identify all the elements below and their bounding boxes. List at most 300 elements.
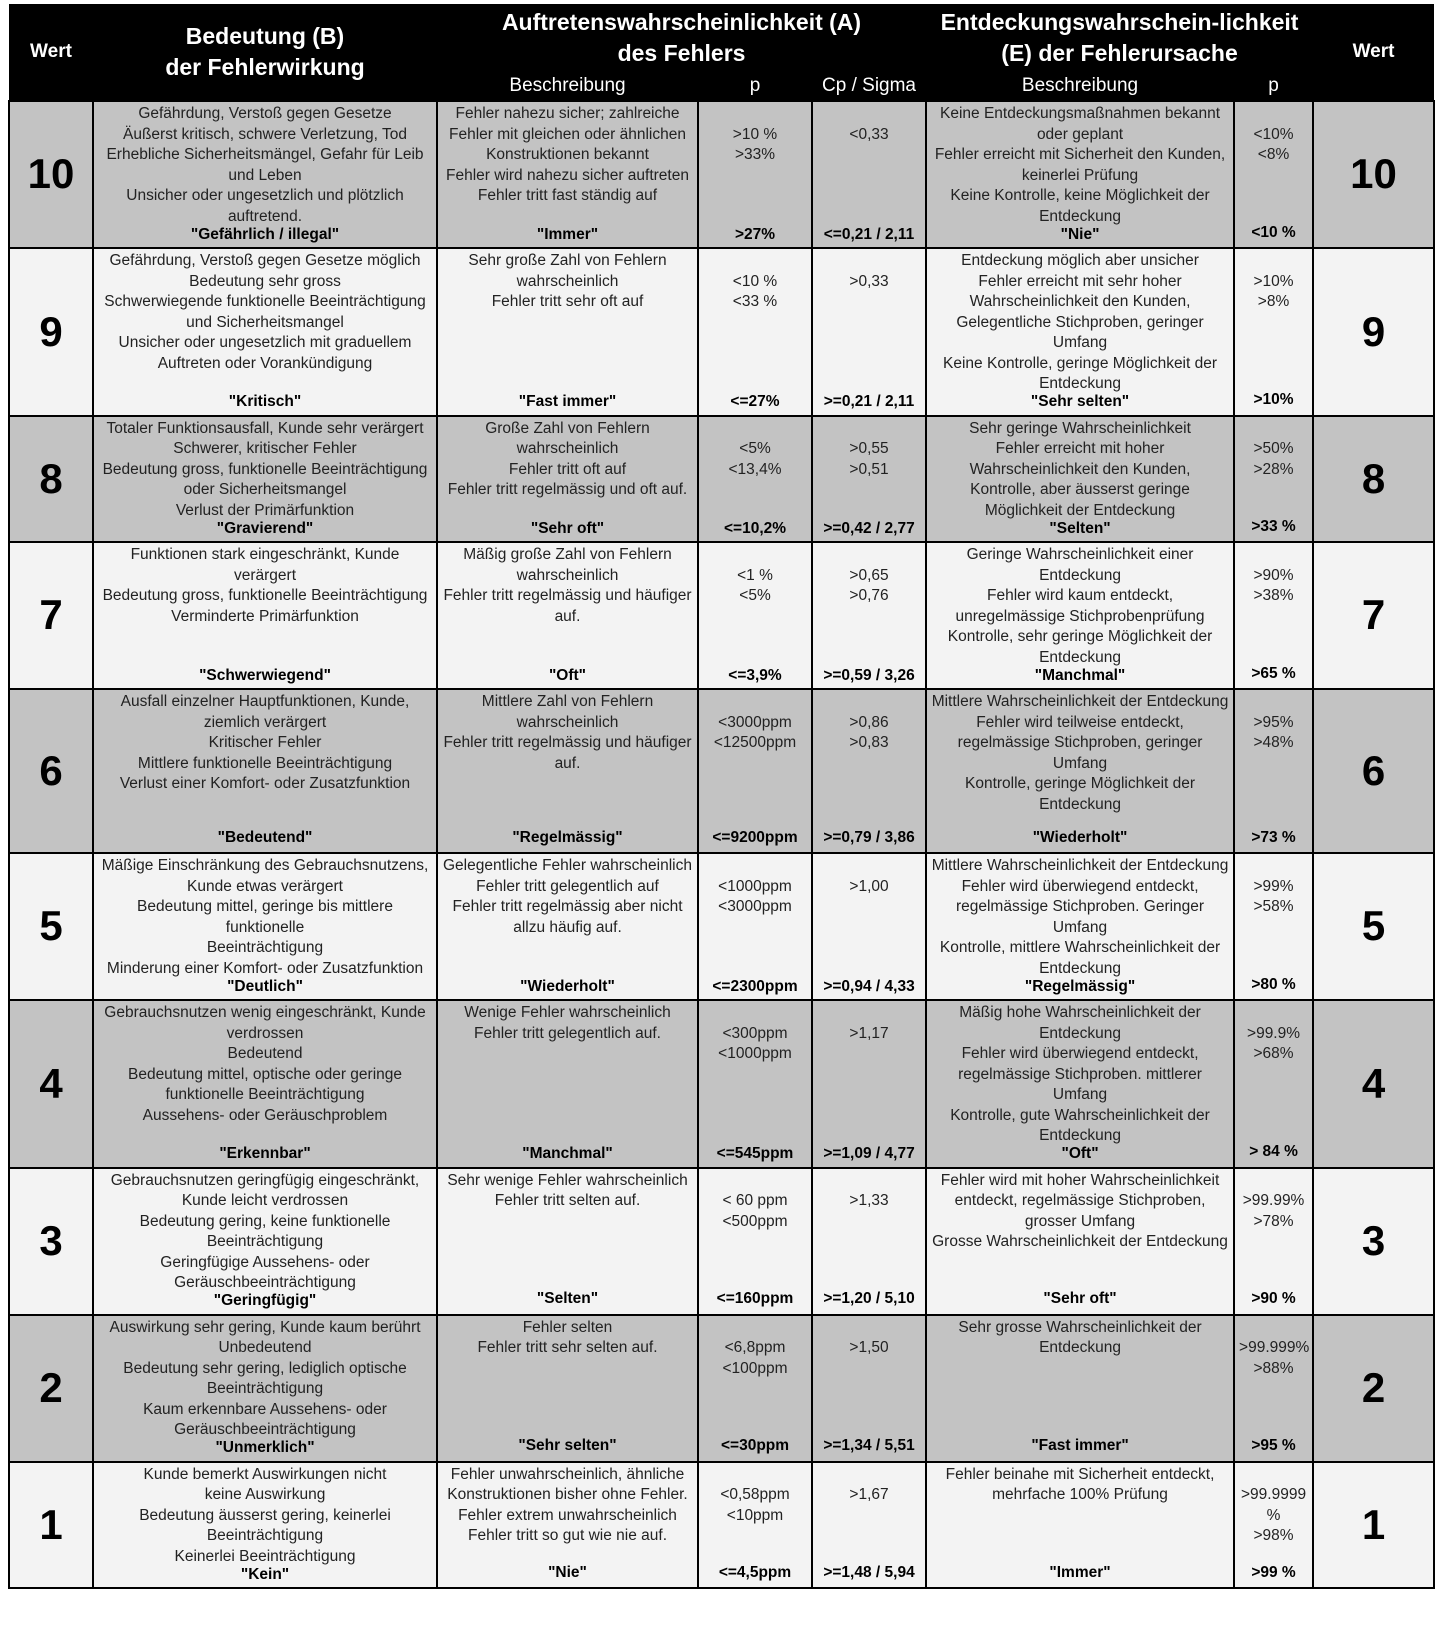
auftreten-description-cell <box>437 542 698 689</box>
entdeckung-description-cell-line: oder geplant <box>1036 125 1124 143</box>
bedeutung-cell-line: Bedeutung sehr gross <box>189 272 341 290</box>
entdeckung-p-cell-line: <10% <box>1253 125 1294 143</box>
entdeckung-p-cell-rating-label: >95 % <box>1251 1437 1296 1454</box>
bedeutung-cell-content <box>94 249 436 415</box>
auftreten-description-cell-line: Wenige Fehler wahrscheinlich <box>464 1004 671 1021</box>
entdeckung-description-cell-line: Fehler wird mit hoher Wahrscheinlichkeit <box>940 1171 1220 1189</box>
auftreten-cp-sigma-cell-line <box>817 545 921 566</box>
entdeckung-description-cell <box>926 416 1234 543</box>
bedeutung-cell-line: Auswirkung sehr gering, Kunde kaum berührt <box>109 1318 421 1336</box>
entdeckung-p-cell-line <box>1239 419 1308 440</box>
entdeckung-description-cell <box>926 1315 1234 1462</box>
entdeckung-p-cell-line <box>1239 856 1308 877</box>
auftreten-cp-sigma-cell <box>812 1168 926 1315</box>
auftreten-cp-sigma-cell-rating-label: >=0,79 / 3,86 <box>823 828 915 846</box>
bedeutung-cell-rating-label: "Schwerwiegend" <box>199 666 331 684</box>
auftreten-cp-sigma-cell-rating-label: >=1,48 / 5,94 <box>823 1563 915 1581</box>
entdeckung-description-cell-line: Fehler erreicht mit Sicherheit den Kunden, <box>934 146 1226 163</box>
subheader-a-p: p <box>698 72 812 101</box>
entdeckung-description-cell <box>926 689 1234 853</box>
entdeckung-p-cell-line: >95% <box>1253 713 1294 731</box>
auftreten-description-cell-content <box>438 1001 697 1167</box>
table-row <box>9 542 1434 689</box>
auftreten-description-cell <box>437 1315 698 1462</box>
bedeutung-cell-line: Verminderte Primärfunktion <box>171 607 359 625</box>
entdeckung-p-cell-line: >99.9999 <box>1240 1486 1307 1503</box>
entdeckung-p-cell-line <box>1239 104 1308 125</box>
auftreten-cp-sigma-cell-content <box>813 1169 925 1312</box>
auftreten-description-cell-content <box>438 543 697 688</box>
auftreten-cp-sigma-cell-content <box>813 417 925 542</box>
entdeckung-description-cell-line: Mäßig hohe Wahrscheinlichkeit der <box>959 1004 1201 1021</box>
table-row <box>9 1168 1434 1315</box>
entdeckung-description-cell <box>926 1000 1234 1168</box>
entdeckung-p-cell-line: >99% <box>1253 877 1294 895</box>
bedeutung-cell-rating-label: "Kritisch" <box>228 393 302 410</box>
entdeckung-p-cell-line: >28% <box>1253 460 1294 478</box>
wert-left: 10 <box>9 101 93 248</box>
auftreten-p-cell <box>698 416 812 543</box>
auftreten-cp-sigma-cell-rating-label: >=0,21 / 2,11 <box>823 393 915 410</box>
entdeckung-description-cell-line: Fehler beinahe mit Sicherheit entdeckt, <box>945 1465 1215 1483</box>
auftreten-p-cell-rating-label: <=9200ppm <box>712 828 798 846</box>
auftreten-description-cell-line: Sehr wenige Fehler wahrscheinlich <box>447 1171 688 1189</box>
auftreten-p-cell-line <box>703 1003 807 1024</box>
entdeckung-description-cell-line: Keine Kontrolle, keine Möglichkeit der <box>950 187 1210 204</box>
entdeckung-p-cell <box>1234 248 1313 416</box>
wert-right: 3 <box>1313 1168 1434 1315</box>
bedeutung-cell-line: Keinerlei Beeinträchtigung <box>174 1547 356 1565</box>
auftreten-cp-sigma-cell-line: >0,55 <box>849 440 889 457</box>
entdeckung-description-cell-rating-label: "Oft" <box>1061 1145 1099 1162</box>
auftreten-cp-sigma-cell <box>812 416 926 543</box>
auftreten-description-cell-line: wahrscheinlich <box>516 440 619 457</box>
bedeutung-cell-rating-label: "Kein" <box>240 1565 290 1583</box>
auftreten-description-cell-rating-label: "Fast immer" <box>518 393 617 410</box>
bedeutung-cell-line: Gebrauchsnutzen geringfügig eingeschränkt, <box>110 1171 420 1189</box>
wert-right: 10 <box>1313 101 1434 248</box>
auftreten-description-cell-content <box>438 1463 697 1586</box>
fmea-rating-table <box>8 4 1435 1589</box>
auftreten-p-cell-line: <5% <box>739 587 771 604</box>
bedeutung-cell-line: verdrossen <box>226 1024 304 1042</box>
entdeckung-description-cell <box>926 101 1234 248</box>
entdeckung-p-cell-rating-label: >80 % <box>1251 975 1296 993</box>
auftreten-cp-sigma-cell-line <box>817 1318 921 1339</box>
auftreten-p-cell-content <box>699 1463 811 1586</box>
bedeutung-cell-line: Bedeutung gross, funktionelle Beeinträchtigung <box>102 460 428 478</box>
bedeutung-cell-line: Aussehens- oder Geräuschproblem <box>142 1106 388 1124</box>
auftreten-p-cell-line: <3000ppm <box>718 713 792 731</box>
wert-left: 8 <box>9 416 93 543</box>
auftreten-cp-sigma-cell <box>812 1000 926 1168</box>
auftreten-description-cell-line: auf. <box>554 607 581 625</box>
entdeckung-description-cell-line: Kontrolle, aber äusserst geringe <box>970 481 1190 498</box>
bedeutung-cell-rating-label: "Deutlich" <box>227 977 303 995</box>
bedeutung-cell-line: keine Auswirkung <box>204 1486 326 1503</box>
bedeutung-cell-rating-label: "Erkennbar" <box>219 1145 311 1162</box>
bedeutung-cell-line: Kunde bemerkt Auswirkungen nicht <box>143 1465 387 1483</box>
bedeutung-cell-line: Auftreten oder Vorankündigung <box>157 354 373 372</box>
auftreten-p-cell-line: <1000ppm <box>718 877 792 895</box>
auftreten-p-cell-line: <1 % <box>737 566 773 584</box>
entdeckung-description-cell <box>926 1168 1234 1315</box>
auftreten-cp-sigma-cell-line: >1,33 <box>849 1192 889 1209</box>
header-auftreten <box>437 4 926 72</box>
auftreten-description-cell <box>437 101 698 248</box>
entdeckung-p-cell-rating-label: >99 % <box>1251 1563 1296 1581</box>
auftreten-p-cell-line <box>703 692 807 713</box>
auftreten-p-cell <box>698 101 812 248</box>
bedeutung-cell <box>93 101 437 248</box>
entdeckung-description-cell-content <box>927 102 1233 247</box>
entdeckung-p-cell-line: >99.999% <box>1239 1339 1310 1356</box>
auftreten-p-cell-line: <13,4% <box>728 460 782 478</box>
auftreten-p-cell <box>698 542 812 689</box>
wert-right: 9 <box>1313 248 1434 416</box>
bedeutung-cell-rating-label: "Gravierend" <box>216 519 314 537</box>
auftreten-cp-sigma-cell-line: >0,86 <box>849 713 889 731</box>
auftreten-cp-sigma-cell-line <box>817 1465 921 1486</box>
auftreten-p-cell-content <box>699 543 811 688</box>
auftreten-description-cell <box>437 853 698 1000</box>
wert-left: 1 <box>9 1462 93 1589</box>
entdeckung-description-cell-rating-label: "Fast immer" <box>1031 1437 1129 1454</box>
bedeutung-cell-line: Gebrauchsnutzen wenig eingeschränkt, Kunde <box>104 1004 426 1021</box>
entdeckung-description-cell-rating-label: "Regelmässig" <box>1024 977 1136 995</box>
entdeckung-description-cell-line: Sehr geringe Wahrscheinlichkeit <box>969 419 1191 437</box>
entdeckung-p-cell-line: >50% <box>1253 440 1294 457</box>
auftreten-cp-sigma-cell-line: >0,76 <box>849 587 889 604</box>
bedeutung-cell-line: auftretend. <box>227 207 303 225</box>
bedeutung-cell-content <box>94 1463 436 1588</box>
auftreten-p-cell <box>698 689 812 853</box>
entdeckung-description-cell-line: mehrfache 100% Prüfung <box>992 1486 1168 1503</box>
auftreten-p-cell-line: <33 % <box>732 293 778 310</box>
entdeckung-p-cell-content <box>1235 1169 1312 1312</box>
entdeckung-p-cell-line <box>1239 692 1308 713</box>
bedeutung-cell <box>93 689 437 853</box>
auftreten-description-cell-line: Konstruktionen bisher ohne Fehler. <box>447 1486 688 1503</box>
entdeckung-description-cell-line: keinerlei Prüfung <box>1021 166 1139 184</box>
auftreten-p-cell-line: < 60 ppm <box>722 1192 788 1209</box>
entdeckung-description-cell-content <box>927 1001 1233 1167</box>
entdeckung-description-cell-line: Entdeckung <box>1039 959 1121 977</box>
wert-left: 3 <box>9 1168 93 1315</box>
entdeckung-description-cell-line: Sehr grosse Wahrscheinlichkeit der <box>958 1318 1202 1336</box>
auftreten-p-cell-content <box>699 249 811 415</box>
auftreten-cp-sigma-cell <box>812 853 926 1000</box>
entdeckung-p-cell-rating-label: >65 % <box>1251 664 1296 682</box>
auftreten-p-cell-line: <10 % <box>732 272 778 290</box>
wert-right: 2 <box>1313 1315 1434 1462</box>
auftreten-description-cell <box>437 248 698 416</box>
entdeckung-description-cell-rating-label: "Immer" <box>1049 1563 1111 1581</box>
entdeckung-description-cell <box>926 542 1234 689</box>
bedeutung-cell-line: Verlust der Primärfunktion <box>175 501 355 519</box>
entdeckung-p-cell-rating-label: >90 % <box>1251 1290 1296 1307</box>
table-row <box>9 1315 1434 1462</box>
table-row <box>9 853 1434 1000</box>
auftreten-description-cell-line: Fehler tritt regelmässig aber nicht <box>452 898 683 915</box>
bedeutung-cell <box>93 1000 437 1168</box>
bedeutung-cell <box>93 416 437 543</box>
auftreten-cp-sigma-cell-content <box>813 690 925 850</box>
auftreten-p-cell-rating-label: <=27% <box>730 393 780 410</box>
entdeckung-description-cell-line: entdeckt, regelmässige Stichproben, <box>954 1192 1206 1209</box>
entdeckung-description-cell-line: Fehler wird überwiegend entdeckt, <box>961 877 1199 895</box>
bedeutung-cell-line: Ausfall einzelner Hauptfunktionen, Kunde, <box>120 693 410 710</box>
auftreten-p-cell-content <box>699 1169 811 1312</box>
entdeckung-p-cell-rating-label: >10% <box>1253 391 1294 408</box>
auftreten-p-cell-line: <1000ppm <box>718 1045 792 1062</box>
auftreten-p-cell <box>698 853 812 1000</box>
bedeutung-cell-line: Erhebliche Sicherheitsmängel, Gefahr für Leib <box>106 146 424 163</box>
auftreten-description-cell-line: Fehler nahezu sicher; zahlreiche <box>455 105 680 122</box>
entdeckung-p-cell <box>1234 542 1313 689</box>
entdeckung-p-cell-line: >78% <box>1253 1212 1294 1230</box>
entdeckung-description-cell-line: Kontrolle, mittlere Wahrscheinlichkeit der <box>939 939 1221 956</box>
auftreten-description-cell-rating-label: "Wiederholt" <box>520 977 615 995</box>
entdeckung-p-cell-line: >10% <box>1253 272 1294 290</box>
entdeckung-p-cell-content <box>1235 854 1312 997</box>
bedeutung-cell-line: oder Sicherheitsmangel <box>183 481 347 498</box>
entdeckung-description-cell-rating-label: "Selten" <box>1049 519 1111 537</box>
auftreten-description-cell-rating-label: "Selten" <box>536 1290 599 1307</box>
auftreten-description-cell <box>437 416 698 543</box>
subheader-e-beschreibung: Beschreibung <box>926 72 1234 101</box>
entdeckung-description-cell-line: regelmässige Stichproben. mittlerer <box>958 1065 1202 1083</box>
entdeckung-p-cell-content <box>1235 1463 1312 1586</box>
entdeckung-p-cell-rating-label: > 84 % <box>1249 1143 1298 1160</box>
entdeckung-description-cell-line: Fehler wird überwiegend entdeckt, <box>961 1045 1199 1062</box>
auftreten-p-cell-content <box>699 102 811 247</box>
entdeckung-description-cell-line: Umfang <box>1052 918 1108 936</box>
entdeckung-description-cell-line: Kontrolle, geringe Möglichkeit der <box>965 775 1196 792</box>
entdeckung-p-cell-rating-label: >33 % <box>1251 517 1296 535</box>
auftreten-cp-sigma-cell-rating-label: >=1,34 / 5,51 <box>823 1437 915 1454</box>
bedeutung-cell <box>93 542 437 689</box>
entdeckung-description-cell-line: Fehler wird teilweise entdeckt, <box>976 713 1184 731</box>
wert-right: 6 <box>1313 689 1434 853</box>
entdeckung-p-cell-line <box>1239 1318 1308 1339</box>
auftreten-description-cell-line: Fehler tritt regelmässig und häufiger <box>443 587 692 604</box>
auftreten-p-cell-line: >33% <box>734 146 776 163</box>
bedeutung-cell-rating-label: "Unmerklich" <box>215 1439 315 1456</box>
header-bedeutung <box>93 4 437 101</box>
auftreten-p-cell-content <box>699 854 811 999</box>
auftreten-description-cell-rating-label: "Regelmässig" <box>512 828 623 846</box>
header-bedeutung-line-2: der Fehlerwirkung <box>165 54 365 80</box>
entdeckung-description-cell-line: regelmässige Stichproben. Geringer <box>955 898 1205 915</box>
auftreten-description-cell-content <box>438 417 697 542</box>
auftreten-cp-sigma-cell-line: >1,17 <box>849 1024 889 1042</box>
entdeckung-p-cell <box>1234 416 1313 543</box>
header-wert-right: Wert <box>1313 4 1434 101</box>
entdeckung-p-cell <box>1234 1315 1313 1462</box>
bedeutung-cell-line: Verlust einer Komfort- oder Zusatzfunktion <box>119 775 411 792</box>
auftreten-cp-sigma-cell-content <box>813 1463 925 1586</box>
bedeutung-cell-line: und Leben <box>228 166 302 184</box>
auftreten-description-cell-content <box>438 102 697 247</box>
auftreten-p-cell-line: <300ppm <box>722 1024 788 1042</box>
header-entdeckung-line-1: Entdeckungswahrschein-lichkeit <box>940 9 1299 35</box>
header-entdeckung-line-2: (E) der Fehlerursache <box>1001 40 1238 66</box>
entdeckung-description-cell-content <box>927 417 1233 542</box>
auftreten-p-cell-rating-label: <=30ppm <box>720 1437 790 1454</box>
wert-right: 4 <box>1313 1000 1434 1168</box>
entdeckung-p-cell-line: >99.99% <box>1242 1192 1305 1209</box>
bedeutung-cell <box>93 1315 437 1462</box>
entdeckung-p-cell <box>1234 1462 1313 1589</box>
entdeckung-description-cell <box>926 853 1234 1000</box>
auftreten-cp-sigma-cell-rating-label: >=0,42 / 2,77 <box>823 519 915 537</box>
auftreten-cp-sigma-cell-rating-label: >=1,20 / 5,10 <box>823 1290 915 1307</box>
entdeckung-description-cell-line: Mittlere Wahrscheinlichkeit der Entdeckung <box>931 693 1229 710</box>
bedeutung-cell-line: Kaum erkennbare Aussehens- oder <box>143 1400 387 1418</box>
bedeutung-cell-line: Kritischer Fehler <box>208 734 322 751</box>
auftreten-cp-sigma-cell-line <box>817 1171 921 1192</box>
entdeckung-description-cell-line: Entdeckung <box>1039 1339 1121 1356</box>
wert-right: 8 <box>1313 416 1434 543</box>
bedeutung-cell-line: Äußerst kritisch, schwere Verletzung, Tod <box>122 125 407 143</box>
bedeutung-cell-line: Mittlere funktionelle Beeinträchtigung <box>137 754 393 772</box>
auftreten-cp-sigma-cell-content <box>813 854 925 999</box>
auftreten-description-cell-line: wahrscheinlich <box>516 713 619 731</box>
entdeckung-description-cell-line: Entdeckung <box>1039 648 1121 666</box>
auftreten-description-cell-rating-label: "Nie" <box>548 1563 587 1581</box>
auftreten-description-cell-content <box>438 690 697 850</box>
auftreten-p-cell-rating-label: <=10,2% <box>723 519 787 537</box>
auftreten-description-cell-line: Mittlere Zahl von Fehlern <box>481 693 654 710</box>
auftreten-cp-sigma-cell-line <box>817 692 921 713</box>
auftreten-p-cell-rating-label: <=2300ppm <box>712 977 798 995</box>
entdeckung-description-cell-content <box>927 690 1233 850</box>
bedeutung-cell-content <box>94 543 436 688</box>
entdeckung-description-cell-line: Entdeckung <box>1039 795 1121 813</box>
entdeckung-description-cell-line: Entdeckung möglich aber unsicher <box>961 252 1199 269</box>
auftreten-p-cell-line <box>703 1171 807 1192</box>
auftreten-p-cell-line: <10ppm <box>726 1506 784 1524</box>
auftreten-cp-sigma-cell-rating-label: >=1,09 / 4,77 <box>823 1145 915 1162</box>
bedeutung-cell-line: ziemlich verärgert <box>203 713 327 731</box>
auftreten-p-cell-rating-label: >27% <box>734 225 776 243</box>
entdeckung-description-cell-line: Kontrolle, sehr geringe Möglichkeit der <box>947 628 1213 645</box>
auftreten-description-cell-line: Fehler mit gleichen oder ähnlichen <box>449 125 686 143</box>
auftreten-description-cell-line: Fehler extrem unwahrscheinlich <box>458 1506 677 1524</box>
table-row <box>9 689 1434 853</box>
bedeutung-cell-line: funktionelle Beeinträchtigung <box>165 1086 365 1103</box>
auftreten-description-cell-line: Mäßig große Zahl von Fehlern <box>463 546 672 563</box>
bedeutung-cell-content <box>94 417 436 542</box>
bedeutung-cell-line: Unsicher oder ungesetzlich mit graduellem <box>118 334 412 351</box>
table-row <box>9 1000 1434 1168</box>
entdeckung-p-cell <box>1234 1000 1313 1168</box>
auftreten-cp-sigma-cell-line: >1,50 <box>849 1339 889 1356</box>
wert-left: 4 <box>9 1000 93 1168</box>
header-bedeutung-line-1: Bedeutung (B) <box>185 23 345 49</box>
bedeutung-cell <box>93 1168 437 1315</box>
auftreten-description-cell-content <box>438 1316 697 1459</box>
entdeckung-description-cell-line: Keine Kontrolle, geringe Möglichkeit der <box>943 354 1218 372</box>
wert-right: 7 <box>1313 542 1434 689</box>
auftreten-description-cell-rating-label: "Oft" <box>548 666 587 684</box>
entdeckung-p-cell-content <box>1235 102 1312 245</box>
auftreten-description-cell-line: Fehler unwahrscheinlich, ähnliche <box>450 1465 685 1483</box>
wert-left: 2 <box>9 1315 93 1462</box>
wert-left: 6 <box>9 689 93 853</box>
auftreten-cp-sigma-cell-line <box>817 104 921 125</box>
bedeutung-cell-line: Beeinträchtigung <box>206 1380 324 1397</box>
entdeckung-description-cell-line: Gelegentliche Stichproben, geringer <box>956 313 1204 331</box>
auftreten-description-cell-line: Fehler tritt sehr selten auf. <box>477 1339 658 1356</box>
auftreten-description-cell-line: Fehler tritt fast ständig auf <box>477 187 658 204</box>
bedeutung-cell-content <box>94 1316 436 1461</box>
entdeckung-description-cell-line: Mittlere Wahrscheinlichkeit der Entdeckung <box>931 857 1229 874</box>
bedeutung-cell-line: Unbedeutend <box>218 1339 312 1356</box>
auftreten-p-cell <box>698 1315 812 1462</box>
entdeckung-description-cell-line: regelmässige Stichproben, geringer <box>957 734 1203 751</box>
entdeckung-description-cell-line: Keine Entdeckungsmaßnahmen bekannt <box>940 105 1221 122</box>
bedeutung-cell-line: Mäßige Einschränkung des Gebrauchsnutzens, <box>101 857 429 874</box>
auftreten-cp-sigma-cell-line: >1,00 <box>849 877 889 895</box>
auftreten-cp-sigma-cell-rating-label: >=0,94 / 4,33 <box>823 977 915 995</box>
bedeutung-cell-line: Geräuschbeeinträchtigung <box>174 1274 356 1291</box>
entdeckung-p-cell <box>1234 1168 1313 1315</box>
bedeutung-cell-line: Geringfügige Aussehens- oder <box>160 1253 370 1271</box>
bedeutung-cell-line: Bedeutung äusserst gering, keinerlei <box>139 1506 391 1524</box>
entdeckung-p-cell-rating-label: <10 % <box>1251 223 1296 241</box>
auftreten-cp-sigma-cell-content <box>813 543 925 688</box>
auftreten-description-cell <box>437 1000 698 1168</box>
subheader-a-cp-sigma: Cp / Sigma <box>812 72 926 101</box>
entdeckung-description-cell-line: Entdeckung <box>1039 1127 1121 1144</box>
auftreten-cp-sigma-cell-line: >0,51 <box>849 460 889 478</box>
entdeckung-p-cell-line: >48% <box>1253 734 1294 751</box>
auftreten-description-cell-line: Fehler tritt regelmässig und häufiger <box>443 734 692 751</box>
entdeckung-description-cell-line: Entdeckung <box>1039 566 1121 584</box>
auftreten-description-cell-rating-label: "Sehr selten" <box>518 1437 617 1454</box>
auftreten-description-cell-line: Fehler wird nahezu sicher auftreten <box>446 166 689 184</box>
table-body <box>9 101 1434 1588</box>
auftreten-description-cell <box>437 689 698 853</box>
auftreten-p-cell-line: <6,8ppm <box>724 1339 786 1356</box>
auftreten-description-cell-line: auf. <box>554 754 581 772</box>
auftreten-p-cell <box>698 1000 812 1168</box>
bedeutung-cell <box>93 853 437 1000</box>
entdeckung-description-cell-line: Entdeckung <box>1039 207 1121 225</box>
auftreten-description-cell-line: allzu häufig auf. <box>513 918 622 936</box>
auftreten-p-cell-line <box>703 545 807 566</box>
bedeutung-cell <box>93 248 437 416</box>
auftreten-p-cell-line <box>703 104 807 125</box>
auftreten-cp-sigma-cell-content <box>813 249 925 415</box>
entdeckung-p-cell-content <box>1235 690 1312 850</box>
entdeckung-p-cell <box>1234 853 1313 1000</box>
entdeckung-description-cell-line: Kontrolle, gute Wahrscheinlichkeit der <box>950 1106 1210 1124</box>
auftreten-description-cell-line: Große Zahl von Fehlern <box>485 419 650 437</box>
auftreten-cp-sigma-cell <box>812 248 926 416</box>
entdeckung-description-cell-line: Wahrscheinlichkeit den Kunden, <box>969 293 1191 310</box>
entdeckung-description-cell-content <box>927 1463 1233 1586</box>
bedeutung-cell-line: Beeinträchtigung <box>206 1527 324 1544</box>
auftreten-cp-sigma-cell <box>812 101 926 248</box>
auftreten-description-cell-rating-label: "Immer" <box>536 225 599 243</box>
auftreten-cp-sigma-cell-line: >0,65 <box>849 566 889 584</box>
bedeutung-cell <box>93 1462 437 1589</box>
bedeutung-cell-line: Kunde leicht verdrossen <box>181 1192 349 1209</box>
auftreten-p-cell-line <box>703 1465 807 1486</box>
